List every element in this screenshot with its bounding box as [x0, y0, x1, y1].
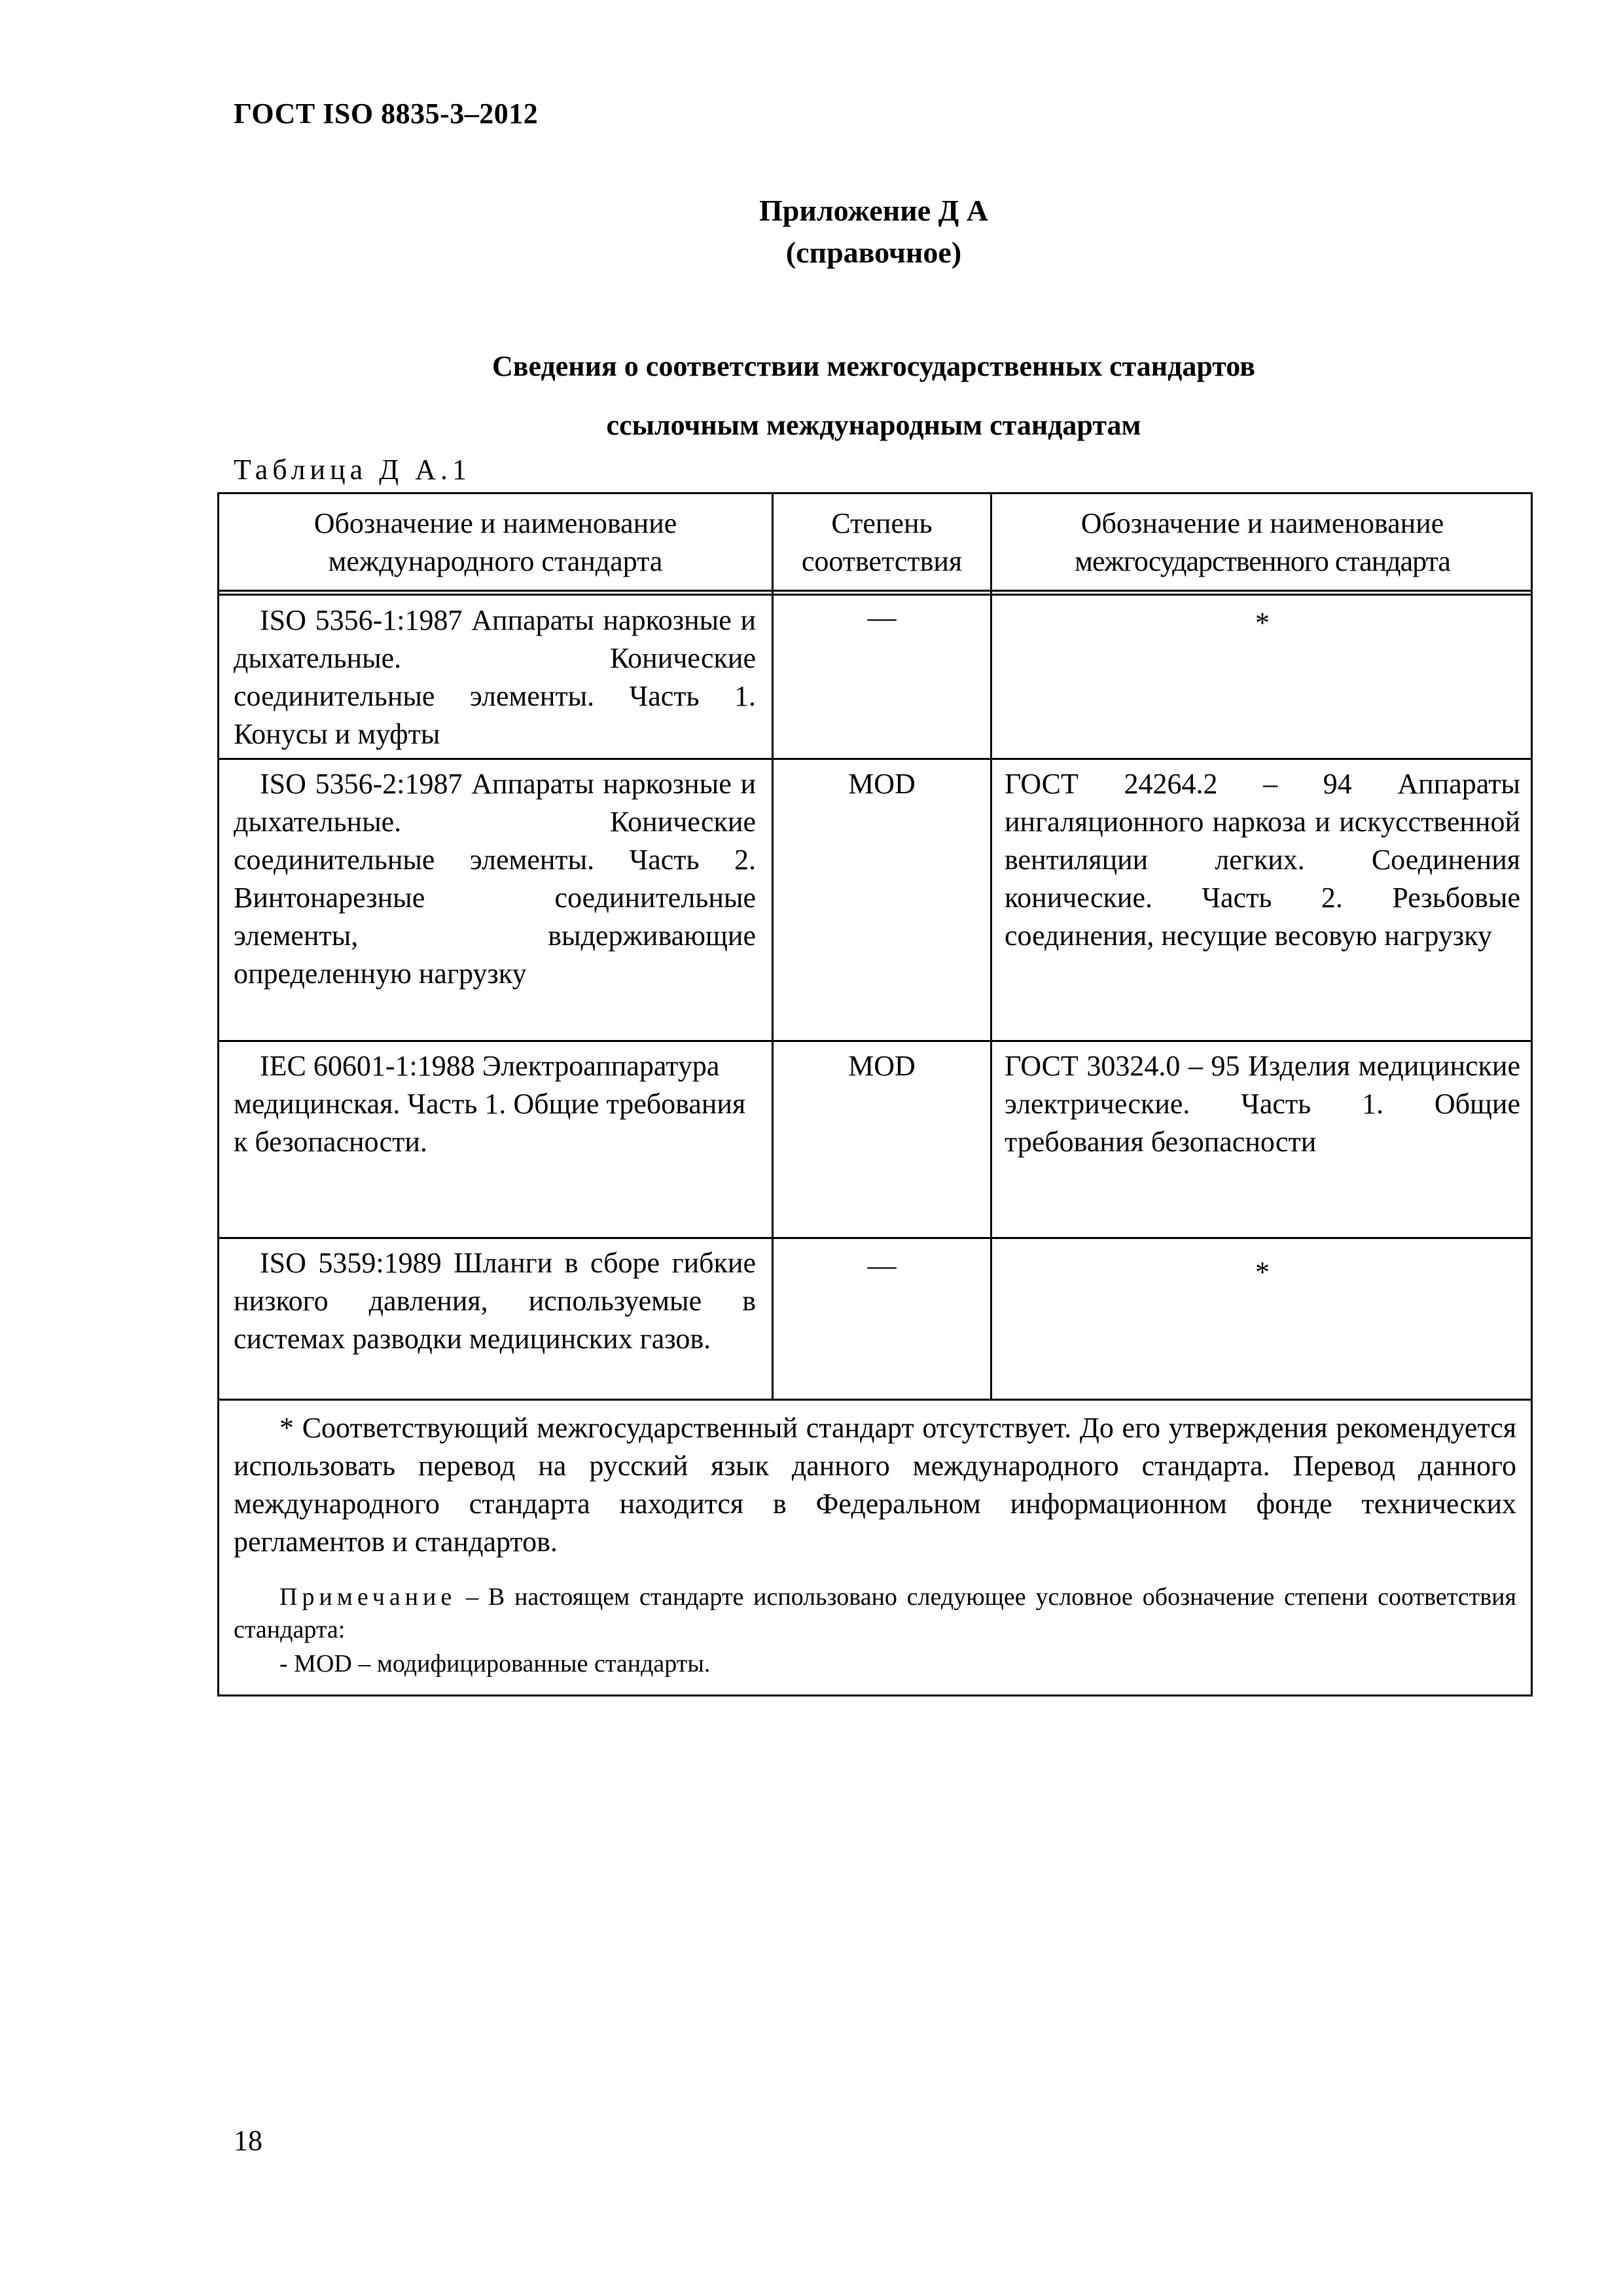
- note-label: Примечание: [279, 1583, 457, 1611]
- heading-line-2: ссылочным международным стандартам: [606, 409, 1141, 441]
- row-divider: [219, 1237, 1531, 1239]
- table-row-1-international: ISO 5356-1:1987 Аппараты наркозные и дыхательные. Конические соединительные элементы. Часть 1. Конусы и муфты: [234, 604, 756, 750]
- table-footnote: * Соответствующий межгосударственный стандарт отсутствует. До его утверждения рекомендуется использовать перевод на русский язык данного международного стандарта. Перевод данного международного стандарта находится в Федеральном информационном фонде технических регламентов и стандартов.: [234, 1412, 1516, 1558]
- row-divider: [219, 758, 1531, 760]
- table-note: [234, 1581, 1516, 1646]
- row-divider: [219, 594, 1531, 596]
- appendix-title: Приложение Д А: [759, 194, 988, 227]
- table-row-3-degree: MOD: [848, 1050, 916, 1082]
- column-divider: [990, 494, 992, 1401]
- column-header-interstate: Обозначение и наименование межгосударственного стандарта: [1075, 507, 1450, 577]
- appendix-subtitle: (справочное): [785, 236, 962, 269]
- document-code: ГОСТ ISO 8835-3–2012: [234, 98, 539, 130]
- correspondence-table: [217, 492, 1533, 1696]
- table-row-4-degree: —: [867, 1249, 897, 1282]
- table-row-4-international: ISO 5359:1989 Шланги в сборе гибкие низкого давления, используемые в системах разводки медицинских газов.: [234, 1247, 756, 1355]
- section-heading: [0, 337, 1623, 455]
- table-row-4-interstate: *: [1255, 1256, 1270, 1288]
- note-text: – В настоящем стандарте использовано следующее условное обозначение степени соответствия стандарта:: [234, 1583, 1516, 1643]
- page-number: 18: [234, 2125, 262, 2157]
- heading-line-1: Сведения о соответствии межгосударственных стандартов: [492, 350, 1255, 382]
- row-divider: [219, 590, 1531, 592]
- row-divider: [219, 1399, 1531, 1401]
- table-row-1-degree: —: [867, 601, 897, 634]
- column-header-degree: Степень соответствия: [801, 507, 963, 577]
- table-label: Таблица Д А.1: [234, 454, 471, 486]
- table-row-3-interstate: ГОСТ 30324.0 – 95 Изделия медицинские электрические. Часть 1. Общие требования безопасности: [1005, 1050, 1520, 1158]
- table-row-1-interstate: *: [1255, 607, 1270, 639]
- note-list-item: - MOD – модифицированные стандарты.: [279, 1650, 711, 1677]
- table-row-2-degree: MOD: [848, 768, 916, 800]
- table-row-3-international: IEC 60601-1:1988 Электроаппаратура медицинская. Часть 1. Общие требования к безопасности.: [234, 1050, 746, 1158]
- table-row-2-international: ISO 5356-2:1987 Аппараты наркозные и дыхательные. Конические соединительные элементы. Часть 2. Винтонарезные соединительные элементы, выдерживающие определенную нагрузку: [234, 768, 756, 990]
- column-divider: [772, 494, 774, 1401]
- appendix-block: [0, 190, 1623, 274]
- table-row-2-interstate: ГОСТ 24264.2 – 94 Аппараты ингаляционного наркоза и искусственной вентиляции легких. Соединения конические. Часть 2. Резьбовые соединения, несущие весовую нагрузку: [1005, 768, 1520, 952]
- row-divider: [219, 1040, 1531, 1042]
- column-header-international: Обозначение и наименование международного стандарта: [313, 507, 677, 577]
